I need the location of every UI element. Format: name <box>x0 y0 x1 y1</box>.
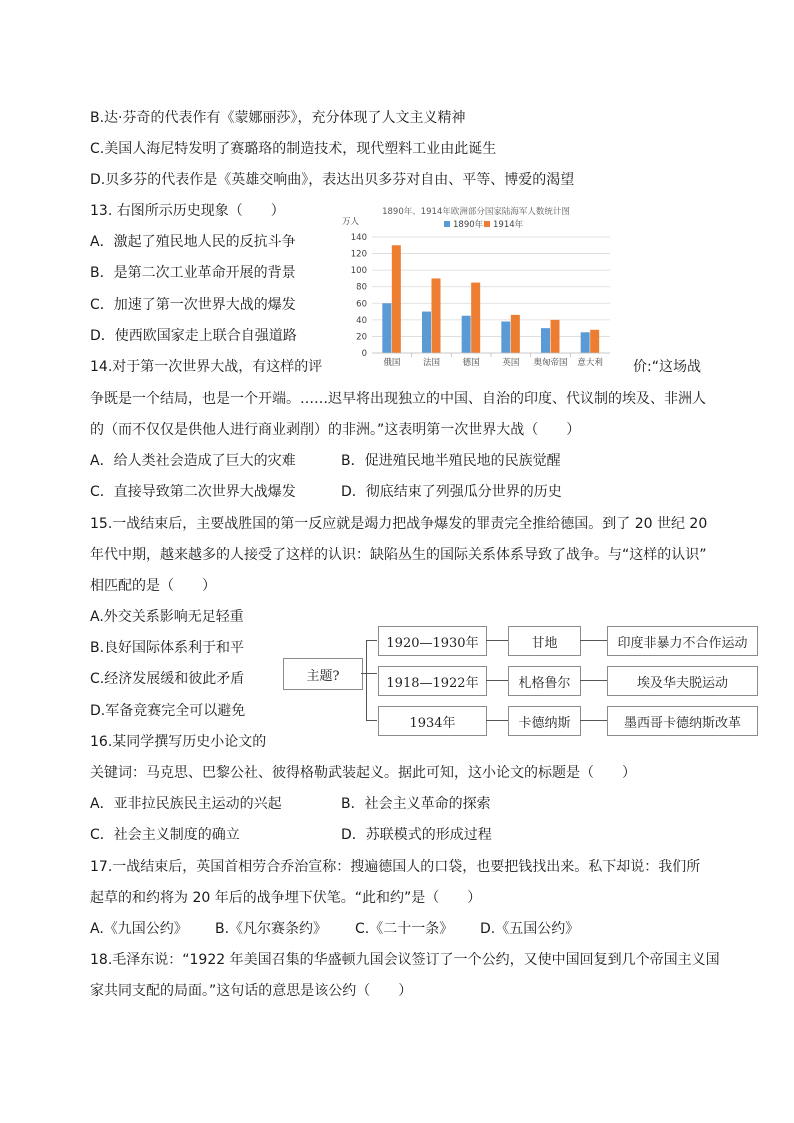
q14-option-c: C．直接导致第二次世界大战爆发 <box>90 484 296 500</box>
bar-1914 <box>551 320 560 353</box>
q17-option-d: D.《五国公约》 <box>480 921 580 937</box>
q17-option-c: C.《二十一条》 <box>355 921 454 937</box>
chart-title: 1890年、1914年欧洲部分国家陆海军人数统计图 <box>382 207 570 217</box>
q14-option-b: B．促进殖民地半殖民地的民族觉醒 <box>341 453 561 469</box>
y-tick-label: 120 <box>350 249 367 260</box>
x-tick-label: 意大利 <box>577 358 603 368</box>
y-tick-label: 100 <box>350 266 367 277</box>
option-d-q12: D.贝多芬的代表作是《英雄交响曲》，表达出贝多芬对自由、平等、博爱的渴望 <box>90 172 575 188</box>
bar-1890 <box>581 332 590 353</box>
question-18-line1: 18.毛泽东说：“1922 年美国召集的华盛顿九国会议签订了一个公约，又使中国回复到几个帝国主义国 <box>90 952 720 968</box>
option-c-q12: C.美国人海尼特发明了赛璐珞的制造技术，现代塑料工业由此诞生 <box>90 141 497 157</box>
option-b-q12: B.达·芬奇的代表作有《蒙娜丽莎》，充分体现了人文主义精神 <box>90 110 466 126</box>
army-navy-bar-chart <box>334 203 618 371</box>
question-16-line1: 16.某同学撰写历史小论文的 <box>90 734 267 750</box>
bar-1890 <box>501 322 510 353</box>
q14-option-a: A．给人类社会造成了巨大的灾难 <box>90 453 296 469</box>
q14-option-d: D．彻底结束了列强瓜分世界的历史 <box>341 484 562 500</box>
bar-1890 <box>382 303 391 353</box>
bar-1890 <box>541 328 550 353</box>
chart-ylabel: 万人 <box>342 217 360 227</box>
x-tick-label: 英国 <box>502 358 520 368</box>
legend-label: 1914年 <box>493 220 524 230</box>
diagram-connector-3a <box>486 720 508 721</box>
question-14-line2: 争既是一个结局，也是一个开端。……迟早将出现独立的中国、自治的印度、代议制的埃及、非洲人 <box>90 391 706 407</box>
bar-1914 <box>471 283 480 353</box>
x-tick-label: 俄国 <box>383 358 401 368</box>
question-18-line2: 家共同支配的局面。”这句话的意思是该公约（ ） <box>90 983 413 999</box>
diagram-bracket-middle <box>361 673 377 674</box>
question-14-line1a: 14.对于第一次世界大战，有这样的评 <box>90 359 323 375</box>
legend-swatch <box>484 221 490 227</box>
q16-option-d: D．苏联模式的形成过程 <box>341 827 492 843</box>
y-tick-label: 40 <box>356 315 367 326</box>
bar-1914 <box>432 278 441 353</box>
legend-swatch <box>444 221 450 227</box>
question-13: 13. 右图所示历史现象（ ） <box>90 203 285 219</box>
q16-option-b: B．社会主义革命的探索 <box>341 796 491 812</box>
diagram-period-2: 1918—1922年 <box>378 666 487 696</box>
bar-1890 <box>462 316 471 353</box>
question-15-line3: 相匹配的是（ ） <box>90 578 216 594</box>
diagram-connector-3b <box>580 720 607 721</box>
legend-label: 1890年 <box>453 220 484 230</box>
q16-option-c: C．社会主义制度的确立 <box>90 827 240 843</box>
diagram-bracket-top <box>366 640 377 641</box>
q15-option-c: C.经济发展缓和彼此矛盾 <box>90 671 245 687</box>
q17-option-a: A.《九国公约》 <box>90 921 188 937</box>
diagram-event-3: 墨西哥卡德纳斯改革 <box>607 706 758 736</box>
question-16-line2: 关键词：马克思、巴黎公社、彼得格勒武装起义。据此可知，这小论文的标题是（ ） <box>90 765 636 781</box>
x-tick-label: 法国 <box>422 358 441 368</box>
question-17-line2: 起草的和约将为 20 年后的战争埋下伏笔。“此和约”是（ ） <box>90 890 482 906</box>
y-tick-label: 20 <box>356 332 367 343</box>
diagram-person-3: 卡德纳斯 <box>508 706 581 736</box>
bar-1914 <box>590 330 599 353</box>
diagram-connector-1b <box>580 640 607 641</box>
diagram-connector-2b <box>580 680 607 681</box>
y-tick-label: 0 <box>361 349 367 359</box>
x-tick-label: 德国 <box>462 358 480 368</box>
question-15-line1: 15.一战结束后，主要战胜国的第一反应就是竭力把战争爆发的罪责完全推给德国。到了 20 世纪 20 <box>90 516 708 532</box>
q16-option-a: A．亚非拉民族民主运动的兴起 <box>90 796 282 812</box>
question-15-line2: 年代中期，越来越多的人接受了这样的认识：缺陷丛生的国际关系体系导致了战争。与“这样的认识” <box>90 547 707 563</box>
diagram-event-2: 埃及华夫脱运动 <box>607 666 758 696</box>
question-17-line1: 17.一战结束后，英国首相劳合乔治宣称：搜遍德国人的口袋，也要把钱找出来。私下却说：我们所 <box>90 859 701 875</box>
x-tick-label: 奥匈帝国 <box>533 358 568 368</box>
diagram-person-1: 甘地 <box>508 626 581 656</box>
bar-1890 <box>422 312 431 353</box>
q13-option-d: D．使西欧国家走上联合自强道路 <box>90 328 297 344</box>
y-tick-label: 60 <box>356 299 367 310</box>
diagram-period-1: 1920—1930年 <box>378 626 487 656</box>
bar-1914 <box>392 245 401 353</box>
q15-option-d: D.军备竞赛完全可以避免 <box>90 703 246 719</box>
diagram-topic-box <box>283 658 363 690</box>
y-tick-label: 140 <box>350 233 367 243</box>
diagram-person-2: 札格鲁尔 <box>508 666 581 696</box>
question-14-line1b: 价:“这场战 <box>633 359 701 375</box>
q15-option-a: A.外交关系影响无足轻重 <box>90 609 244 625</box>
diagram-period-3: 1934年 <box>378 706 487 736</box>
bar-1914 <box>511 315 520 353</box>
question-14-line3: 的（而不仅仅是供他人进行商业剥削）的非洲。”这表明第一次世界大战（ ） <box>90 422 581 438</box>
q13-option-b: B．是第二次工业革命开展的背景 <box>90 265 296 281</box>
q13-option-a: A．激起了殖民地人民的反抗斗争 <box>90 234 296 250</box>
diagram-topic: 主题? <box>306 668 340 684</box>
q13-option-c: C．加速了第一次世界大战的爆发 <box>90 297 296 313</box>
diagram-connector-2a <box>486 680 508 681</box>
q17-option-b: B.《凡尔赛条约》 <box>215 921 328 937</box>
diagram-connector-1a <box>486 640 508 641</box>
diagram-bracket-vertical <box>366 640 367 720</box>
diagram-event-1: 印度非暴力不合作运动 <box>607 626 758 656</box>
q15-option-b: B.良好国际体系利于和平 <box>90 640 245 656</box>
y-tick-label: 80 <box>356 282 367 293</box>
diagram-bracket-bottom <box>366 720 377 721</box>
